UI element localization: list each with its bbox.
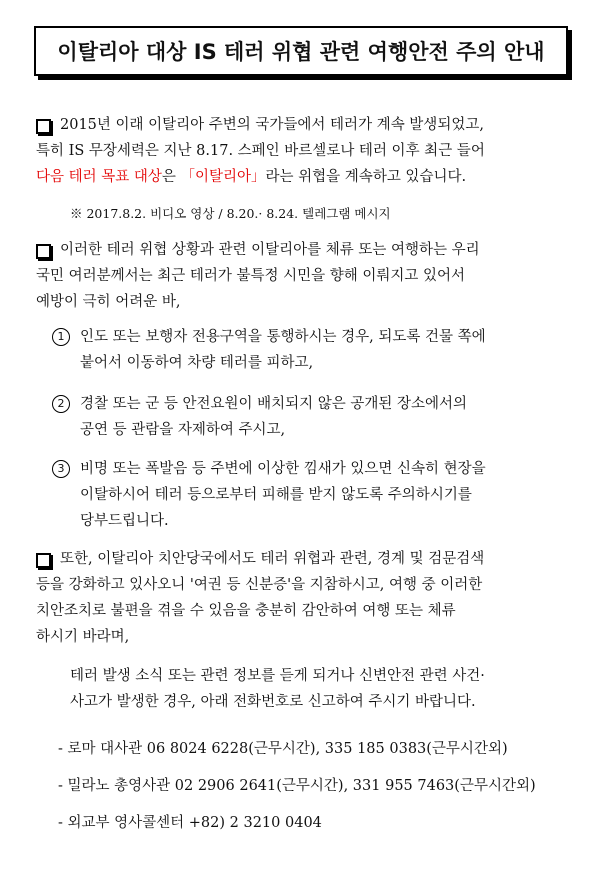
bullet-1-line-1: 2015년 이래 이탈리아 주변의 국가들에서 테러가 계속 발생되었고, — [60, 117, 484, 133]
report-paragraph — [70, 663, 566, 715]
source-note: ※ 2017.8.2. 비디오 영상 / 8.20.· 8.24. 텔레그램 메시지 — [70, 206, 391, 221]
circled-number-3: 3 — [52, 460, 70, 478]
bullet-3-line-4: 하시기 바라며, — [36, 629, 130, 645]
bullet-2-line-2: 국민 여러분께서는 최근 테러가 불특정 시민을 향해 이뤄지고 있어서 — [36, 268, 466, 284]
target-highlight: 다음 테러 목표 대상 — [36, 169, 162, 185]
checkbox-bullet-icon — [36, 244, 51, 259]
bullet-1-line-3 — [36, 164, 566, 190]
item-1-line-2: 붙어서 이동하여 차량 테러를 피하고, — [80, 355, 314, 371]
circled-number-2: 2 — [52, 395, 70, 413]
report-line-2: 사고가 발생한 경우, 아래 전화번호로 신고하여 주시기 바랍니다. — [70, 694, 476, 710]
bullet-3-line-1: 또한, 이탈리아 치안당국에서도 테러 위협과 관련, 경계 및 검문검색 — [60, 551, 485, 567]
italy-highlight: 「이탈리아」 — [180, 169, 266, 185]
item-2-line-1: 경찰 또는 군 등 안전요원이 배치되지 않은 공개된 장소에서의 — [80, 396, 468, 412]
item-3-line-3: 당부드립니다. — [80, 513, 169, 529]
bullet-3-line-2: 등을 강화하고 있사오니 '여권 등 신분증'을 지참하시고, 여행 중 이러한 — [36, 577, 483, 593]
item-1 — [52, 324, 566, 376]
bullet-1-line-2: 특히 IS 무장세력은 지난 8.17. 스페인 바르셀로나 테러 이후 최근 들어 — [36, 143, 485, 159]
bullet-1 — [36, 112, 566, 190]
title-box — [34, 26, 568, 76]
item-3-line-1: 비명 또는 폭발음 등 주변에 이상한 낌새가 있으면 신속히 현장을 — [80, 461, 486, 477]
bullet-2-line-1: 이러한 테러 위협 상황과 관련 이탈리아를 체류 또는 여행하는 우리 — [60, 242, 480, 258]
bullet-1-line-3-end: 라는 위협을 계속하고 있습니다. — [265, 169, 467, 185]
page-title: 이탈리아 대상 IS 테러 위협 관련 여행안전 주의 안내 — [57, 40, 545, 64]
report-line-1: 테러 발생 소식 또는 관련 정보를 듣게 되거나 신변안전 관련 사건· — [70, 668, 485, 684]
item-2-line-2: 공연 등 관람을 자제하여 주시고, — [80, 422, 286, 438]
item-1-line-1: 인도 또는 보행자 전용구역을 통행하시는 경우, 되도록 건물 쪽에 — [80, 329, 486, 345]
checkbox-bullet-icon — [36, 119, 51, 134]
item-3 — [52, 456, 566, 534]
bullet-3 — [36, 546, 566, 650]
item-3-line-2: 이탈하시어 테러 등으로부터 피해를 받지 않도록 주의하시기를 — [80, 487, 472, 503]
contact-milan: - 밀라노 총영사관 02 2906 2641(근무시간), 331 955 7463(근무시간외) — [58, 778, 536, 794]
bullet-1-line-3-mid: 은 — [161, 169, 181, 185]
contact-call-center: - 외교부 영사콜센터 +82) 2 3210 0404 — [58, 815, 322, 831]
circled-number-1: 1 — [52, 328, 70, 346]
bullet-3-line-3: 치안조치로 불편을 겪을 수 있음을 충분히 감안하여 여행 또는 체류 — [36, 603, 456, 619]
bullet-2-line-3: 예방이 극히 어려운 바, — [36, 294, 181, 310]
contact-rome: - 로마 대사관 06 8024 6228(근무시간), 335 185 0383(근무시간외) — [58, 741, 508, 757]
item-2 — [52, 391, 566, 443]
checkbox-bullet-icon — [36, 553, 51, 568]
bullet-2 — [36, 237, 566, 315]
